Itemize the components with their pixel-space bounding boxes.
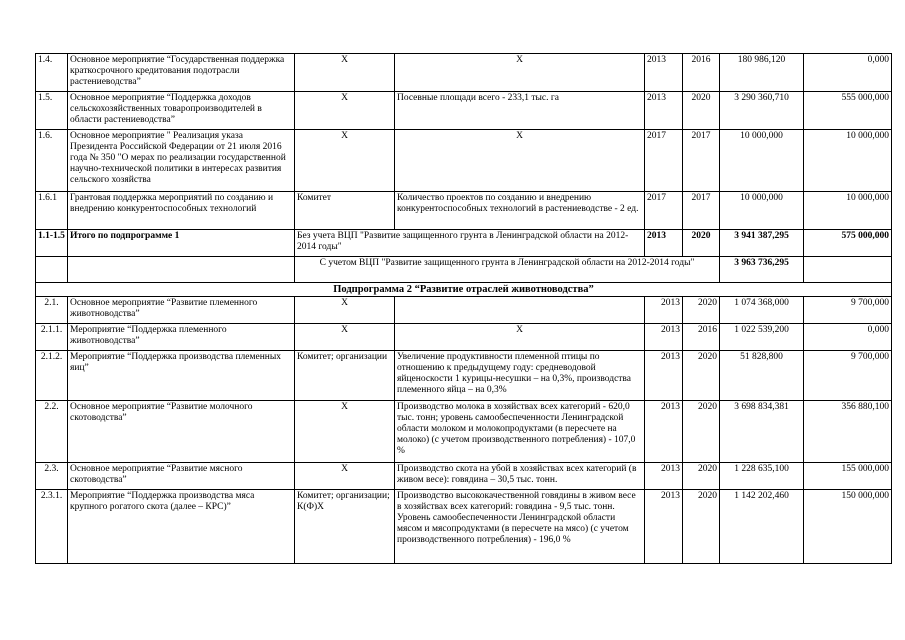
activity-name: Грантовая поддержка мероприятий по созданию и внедрению конкурентоспособных технологий — [68, 192, 295, 230]
start-year: 2013 — [645, 92, 683, 130]
table-row — [36, 130, 892, 192]
expected-result: Х — [395, 54, 645, 92]
expected-result: Производство молока в хозяйствах всех категорий - 620,0 тыс. тонн; уровень самообеспеченности Ленинградской области молоком и молокопродуктами (в пересчете на молоко) (с учетом производственного потребления) - 107,0 % — [395, 401, 645, 463]
program-table — [35, 53, 892, 564]
row-number: 2.1.1. — [36, 324, 68, 351]
activity-name: Основное мероприятие “Государственная поддержка краткосрочного кредитования подотрасли растениеводства” — [68, 54, 295, 92]
start-year: 2013 — [645, 351, 683, 401]
executor: Х — [295, 130, 395, 192]
end-year: 2016 — [683, 324, 720, 351]
total-amount: 3 941 387,295 — [720, 230, 804, 257]
row-number: 1.5. — [36, 92, 68, 130]
table-row — [36, 54, 892, 92]
total-amount: 180 986,120 — [720, 54, 804, 92]
subprogram-total-row — [36, 257, 892, 283]
table-row — [36, 463, 892, 490]
total-amount: 3 290 360,710 — [720, 92, 804, 130]
regional-amount: 356 880,100 — [804, 401, 892, 463]
start-year: 2013 — [645, 297, 683, 324]
activity-name: Мероприятие “Поддержка производства племенных яиц” — [68, 351, 295, 401]
regional-amount: 9 700,000 — [804, 297, 892, 324]
end-year: 2020 — [683, 401, 720, 463]
row-number: 1.6.1 — [36, 192, 68, 230]
expected-result: Посевные площади всего - 233,1 тыс. га — [395, 92, 645, 130]
total-amount: 1 228 635,100 — [720, 463, 804, 490]
end-year: 2017 — [683, 192, 720, 230]
executor: Комитет; организации; К(Ф)Х — [295, 490, 395, 564]
regional-amount: 0,000 — [804, 54, 892, 92]
total-note: С учетом ВЦП "Развитие защищенного грунта в Ленинградской области на 2012-2014 годы" — [295, 257, 720, 283]
end-year: 2020 — [683, 230, 720, 257]
activity-name: Основное мероприятие “Развитие мясного скотоводства” — [68, 463, 295, 490]
activity-name: Основное мероприятие “Поддержка доходов сельскохозяйственных товаропроизводителей в области растениеводства” — [68, 92, 295, 130]
start-year: 2017 — [645, 130, 683, 192]
section-title: Подпрограмма 2 “Развитие отраслей животноводства” — [36, 283, 892, 297]
table-row — [36, 192, 892, 230]
end-year: 2020 — [683, 297, 720, 324]
end-year: 2020 — [683, 490, 720, 564]
table-row — [36, 324, 892, 351]
executor: Х — [295, 401, 395, 463]
expected-result: Х — [395, 130, 645, 192]
start-year: 2013 — [645, 324, 683, 351]
regional-amount: 555 000,000 — [804, 92, 892, 130]
expected-result: Увеличение продуктивности племенной птицы по отношению к предыдущему году: средневодовой яйценоскости 1 курицы-несушки – на 0,3%, производства племенного яйца – на 0,3% — [395, 351, 645, 401]
total-amount: 3 963 736,295 — [720, 257, 804, 283]
end-year: 2020 — [683, 92, 720, 130]
regional-amount: 10 000,000 — [804, 130, 892, 192]
row-number: 1.1-1.5 — [36, 230, 68, 257]
start-year: 2013 — [645, 401, 683, 463]
end-year: 2016 — [683, 54, 720, 92]
regional-amount: 9 700,000 — [804, 351, 892, 401]
activity-name: Основное мероприятие “Развитие молочного скотоводства” — [68, 401, 295, 463]
executor: Х — [295, 92, 395, 130]
expected-result: Производство высококачественной говядины в живом весе в хозяйствах всех категорий: говядина - 9,5 тыс. тонн. Уровень самообеспеченности Ленинградской области мясом и мясопродуктами (в пересчете на мясо) (с учетом производственного потребления) - 196,0 % — [395, 490, 645, 564]
total-label: Итого по подпрограмме 1 — [68, 230, 295, 257]
row-number: 2.3. — [36, 463, 68, 490]
executor: Х — [295, 324, 395, 351]
executor: Х — [295, 297, 395, 324]
activity-name: Основное мероприятие " Реализация указа Президента Российской Федерации от 21 июля 2016 года № 350 "О мерах по реализации государственной научно-технической политики в интересах развития сельского хозяйства — [68, 130, 295, 192]
row-number: 1.4. — [36, 54, 68, 92]
activity-name: Мероприятие “Поддержка племенного животноводства” — [68, 324, 295, 351]
executor: Комитет; организации — [295, 351, 395, 401]
expected-result — [395, 297, 645, 324]
start-year: 2013 — [645, 54, 683, 92]
row-number: 2.2. — [36, 401, 68, 463]
total-amount: 1 074 368,000 — [720, 297, 804, 324]
regional-amount: 155 000,000 — [804, 463, 892, 490]
table-row — [36, 92, 892, 130]
regional-amount: 0,000 — [804, 324, 892, 351]
table-row — [36, 490, 892, 564]
start-year: 2013 — [645, 463, 683, 490]
start-year: 2013 — [645, 230, 683, 257]
total-amount: 10 000,000 — [720, 192, 804, 230]
subprogram-total-row — [36, 230, 892, 257]
total-amount: 10 000,000 — [720, 130, 804, 192]
activity-name: Мероприятие “Поддержка производства мяса крупного рогатого скота (далее – КРС)” — [68, 490, 295, 564]
regional-amount: 150 000,000 — [804, 490, 892, 564]
total-note: Без учета ВЦП "Развитие защищенного грунта в Ленинградской области на 2012-2014 годы" — [295, 230, 645, 257]
table-row — [36, 351, 892, 401]
regional-amount: 10 000,000 — [804, 192, 892, 230]
row-number: 2.3.1. — [36, 490, 68, 564]
expected-result: Х — [395, 324, 645, 351]
end-year: 2017 — [683, 130, 720, 192]
table-row — [36, 401, 892, 463]
row-number: 2.1.2. — [36, 351, 68, 401]
expected-result: Производство скота на убой в хозяйствах всех категорий (в живом весе): говядина – 30,5 тыс. тонн. — [395, 463, 645, 490]
expected-result: Количество проектов по созданию и внедрению конкурентоспособных технологий в растениеводстве - 2 ед. — [395, 192, 645, 230]
total-amount: 1 022 539,200 — [720, 324, 804, 351]
total-amount: 3 698 834,381 — [720, 401, 804, 463]
start-year: 2013 — [645, 490, 683, 564]
executor: Х — [295, 463, 395, 490]
table-row — [36, 297, 892, 324]
start-year: 2017 — [645, 192, 683, 230]
regional-amount: 575 000,000 — [804, 230, 892, 257]
executor: Комитет — [295, 192, 395, 230]
end-year: 2020 — [683, 351, 720, 401]
executor: Х — [295, 54, 395, 92]
total-amount: 1 142 202,460 — [720, 490, 804, 564]
row-number: 2.1. — [36, 297, 68, 324]
row-number: 1.6. — [36, 130, 68, 192]
activity-name: Основное мероприятие “Развитие племенного животноводства” — [68, 297, 295, 324]
end-year: 2020 — [683, 463, 720, 490]
section-header-row — [36, 283, 892, 297]
total-amount: 51 828,800 — [720, 351, 804, 401]
